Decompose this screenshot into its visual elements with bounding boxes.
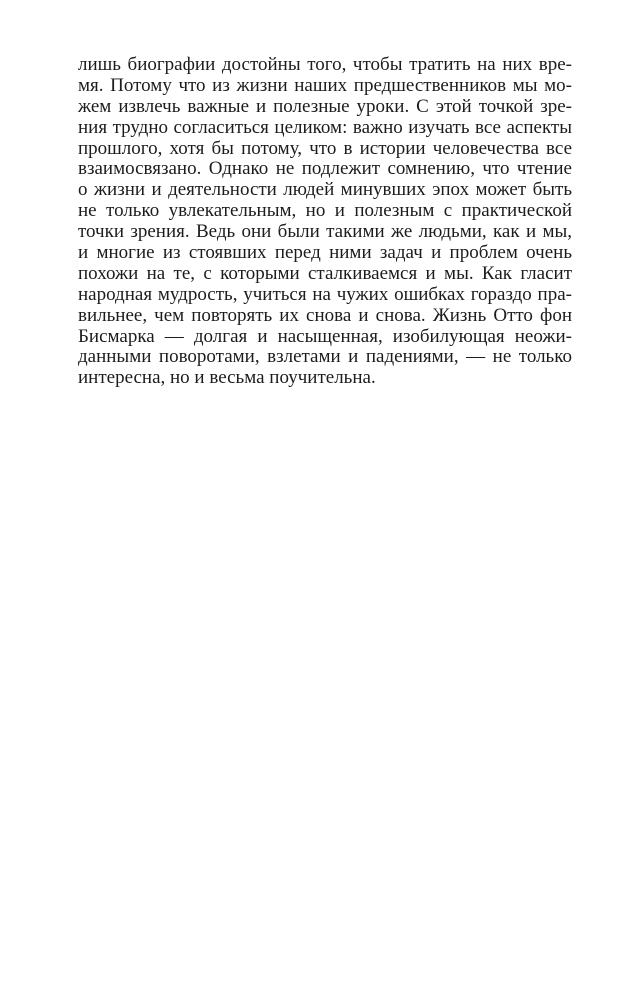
text-line: и многие из стоявших перед ними задач и проблем очень <box>78 242 572 264</box>
text-line: интересна, но и весьма поучительна. <box>78 367 376 389</box>
text-line: взаимосвязано. Однако не подлежит сомнению, что чтение <box>78 158 572 180</box>
body-text-paragraph <box>78 55 572 389</box>
text-line: вильнее, чем повторять их снова и снова. Жизнь Отто фон <box>78 304 572 326</box>
text-line: данными поворотами, взлетами и падениями, — не только <box>78 346 572 368</box>
text-line: мя. Потому что из жизни наших предшественников мы мо- <box>78 74 572 96</box>
text-line: не только увлекательным, но и полезным с практической <box>78 200 572 222</box>
text-line: лишь биографии достойны того, чтобы тратить на них вре- <box>78 54 572 75</box>
text-line: прошлого, хотя бы потому, что в истории человечества все <box>78 137 572 159</box>
text-line: похожи на те, с которыми сталкиваемся и мы. Как гласит <box>78 262 572 284</box>
text-line: ния трудно согласиться целиком: важно изучать все аспекты <box>78 116 572 138</box>
text-line: жем извлечь важные и полезные уроки. С этой точкой зре- <box>78 95 572 117</box>
text-line: точки зрения. Ведь они были такими же людьми, как и мы, <box>78 221 572 243</box>
text-line: о жизни и деятельности людей минувших эпох может быть <box>78 179 572 201</box>
text-line: Бисмарка — долгая и насыщенная, изобилующая неожи- <box>78 325 572 347</box>
text-line: народная мудрость, учиться на чужих ошибках гораздо пра- <box>78 283 572 305</box>
